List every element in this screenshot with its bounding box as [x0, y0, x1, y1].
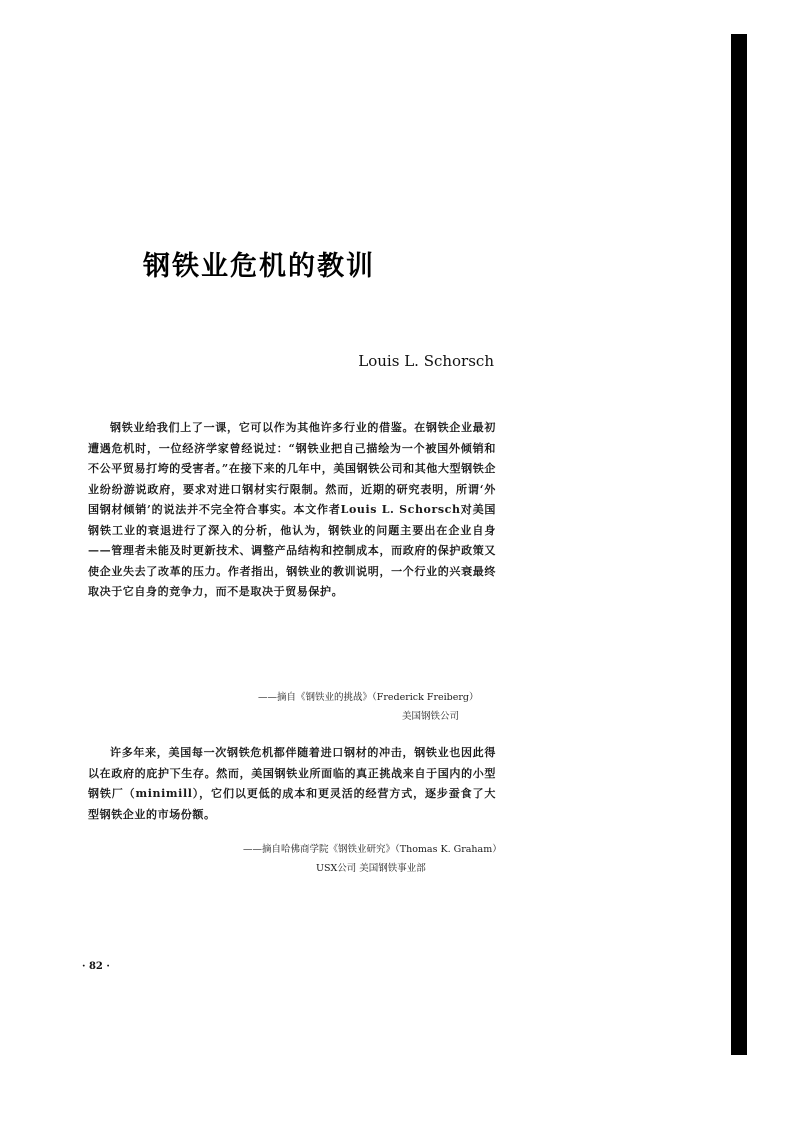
page-title: 钢铁业危机的教训 [143, 251, 375, 282]
body-paragraph-1: 钢铁业给我们上了一课，它可以作为其他许多行业的借鉴。在钢铁企业最初遭遇危机时，一位经济学家曾经说过：“钢铁业把自己描绘为一个被国外倾销和不公平贸易打垮的受害者。”在接下来的几年中，美国钢铁公司和其他大型钢铁企业纷纷游说政府，要求对进口钢材实行限制。然而，近期的研究表明，所谓‘外国钢材倾销’的说法并不完全符合事实。本文作者Louis L. Schorsch对美国钢铁工业的衰退进行了深入的分析，他认为，钢铁业的问题主要出在企业自身——管理者未能及时更新技术、调整产品结构和控制成本，而政府的保护政策又使企业失去了改革的压力。作者指出，钢铁业的教训说明，一个行业的兴衰最终取决于它自身的竞争力，而不是取决于贸易保护。 [88, 421, 496, 598]
attribution-2-source: ——摘自哈佛商学院《钢铁业研究》（Thomas K. Graham） [243, 844, 502, 855]
attribution-1-source: ——摘自《钢铁业的挑战》（Frederick Freiberg） [258, 692, 479, 703]
page-number: · 82 · [82, 961, 110, 972]
author-name: Louis L. Schorsch [358, 352, 494, 370]
attribution-2-affiliation: USX公司 美国钢铁事业部 [316, 863, 426, 874]
page-edge-bar [731, 34, 747, 1055]
attribution-1-affiliation: 美国钢铁公司 [402, 711, 460, 722]
body-paragraph-2: 许多年来，美国每一次钢铁危机都伴随着进口钢材的冲击，钢铁业也因此得以在政府的庇护下生存。然而，美国钢铁业所面临的真正挑战来自于国内的小型钢铁厂（minimill），它们以更低的成本和更灵活的经营方式，逐步蚕食了大型钢铁企业的市场份额。 [88, 746, 496, 821]
